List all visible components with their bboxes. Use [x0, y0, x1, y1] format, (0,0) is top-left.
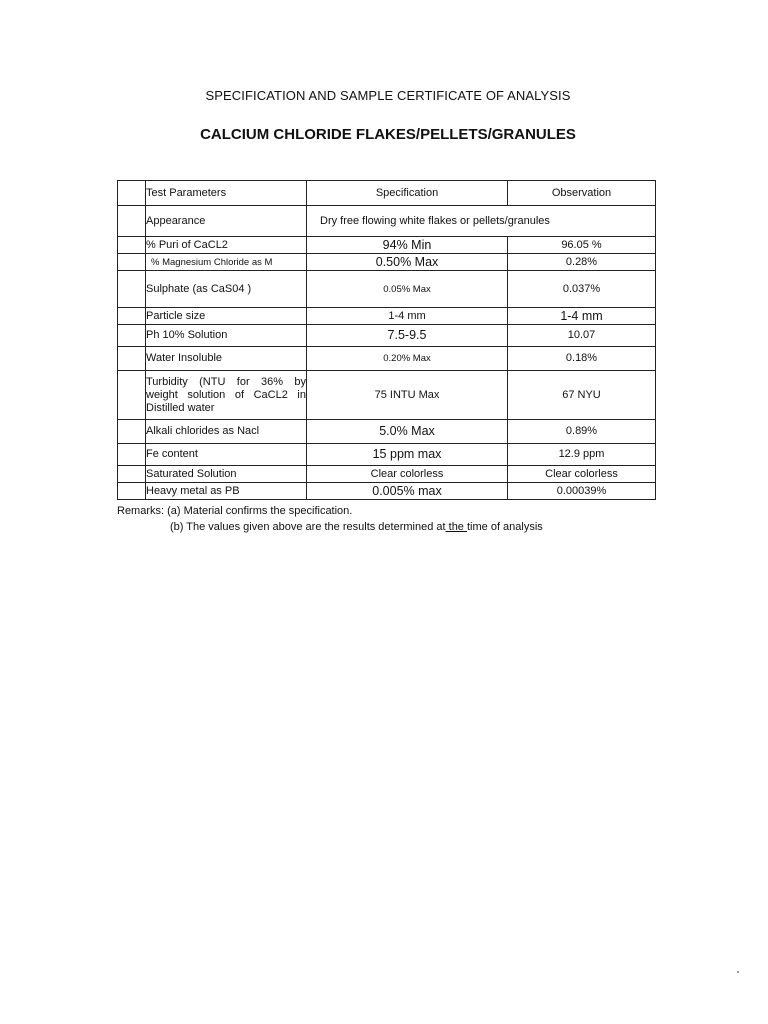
table-row: [118, 371, 656, 420]
row-number-cell: [118, 483, 146, 500]
parameter-cell: Fe content: [146, 444, 307, 466]
table-row: [118, 483, 656, 500]
row-number-cell: [118, 237, 146, 254]
parameter-cell: Water Insoluble: [146, 347, 307, 371]
remark-b-text: (b) The values given above are the results determined at: [170, 521, 446, 533]
observation-cell: 96.05 %: [508, 237, 656, 254]
observation-cell: 0.18%: [508, 347, 656, 371]
table-row: [118, 444, 656, 466]
remarks: [117, 503, 543, 535]
row-number-cell: [118, 420, 146, 444]
specification-cell: 75 INTU Max: [307, 371, 508, 420]
page-mark-dot: [737, 971, 739, 973]
observation-cell: 0.00039%: [508, 483, 656, 500]
table-row: [118, 237, 656, 254]
parameter-cell: Particle size: [146, 308, 307, 325]
specification-table: [117, 180, 656, 500]
specification-cell: 0.005% max: [307, 483, 508, 500]
remark-line-b: [117, 519, 543, 535]
remark-line-a: Remarks: (a) Material confirms the specification.: [117, 505, 353, 517]
document-title: SPECIFICATION AND SAMPLE CERTIFICATE OF ANALYSIS: [205, 88, 571, 103]
table-row: [118, 466, 656, 483]
table-row: [118, 420, 656, 444]
row-number-cell: [118, 181, 146, 206]
table-row-appearance: [118, 206, 656, 237]
observation-cell: 0.89%: [508, 420, 656, 444]
row-number-cell: [118, 206, 146, 237]
header-specification: Specification: [307, 181, 508, 206]
specification-cell: 94% Min: [307, 237, 508, 254]
row-number-cell: [118, 371, 146, 420]
row-number-cell: [118, 271, 146, 308]
row-number-cell: [118, 254, 146, 271]
table-row: [118, 271, 656, 308]
header-test-parameters: Test Parameters: [146, 181, 307, 206]
remark-b-text-end: time of analysis: [466, 521, 543, 533]
remark-b-underlined: the: [445, 521, 467, 533]
table-header-row: [118, 181, 656, 206]
observation-cell: 1-4 mm: [508, 308, 656, 325]
document-subtitle: CALCIUM CHLORIDE FLAKES/PELLETS/GRANULES: [200, 126, 576, 143]
row-number-cell: [118, 308, 146, 325]
table-row: [118, 325, 656, 347]
observation-cell: 10.07: [508, 325, 656, 347]
specification-cell: 5.0% Max: [307, 420, 508, 444]
parameter-cell: Saturated Solution: [146, 466, 307, 483]
header-observation: Observation: [508, 181, 656, 206]
specification-cell: 0.05% Max: [307, 271, 508, 308]
specification-cell: 1-4 mm: [307, 308, 508, 325]
row-number-cell: [118, 347, 146, 371]
observation-cell: Clear colorless: [508, 466, 656, 483]
specification-cell: 7.5-9.5: [307, 325, 508, 347]
parameter-cell: Heavy metal as PB: [146, 483, 307, 500]
appearance-specification-cell: Dry free flowing white flakes or pellets/granules: [307, 206, 656, 237]
parameter-cell: Ph 10% Solution: [146, 325, 307, 347]
parameter-cell: Turbidity (NTU for 36% by weight solution of CaCL2 in Distilled water: [146, 371, 307, 420]
row-number-cell: [118, 466, 146, 483]
parameter-cell: % Magnesium Chloride as M: [146, 254, 307, 271]
specification-cell: 0.50% Max: [307, 254, 508, 271]
row-number-cell: [118, 325, 146, 347]
parameter-cell: Sulphate (as CaS04 ): [146, 271, 307, 308]
table-row: [118, 308, 656, 325]
specification-cell: 0.20% Max: [307, 347, 508, 371]
observation-cell: 67 NYU: [508, 371, 656, 420]
table-row: [118, 347, 656, 371]
observation-cell: 0.28%: [508, 254, 656, 271]
row-number-cell: [118, 444, 146, 466]
observation-cell: 12.9 ppm: [508, 444, 656, 466]
parameter-cell: Alkali chlorides as Nacl: [146, 420, 307, 444]
parameter-cell: % Puri of CaCL2: [146, 237, 307, 254]
table-row: [118, 254, 656, 271]
specification-cell: 15 ppm max: [307, 444, 508, 466]
specification-cell: Clear colorless: [307, 466, 508, 483]
observation-cell: 0.037%: [508, 271, 656, 308]
parameter-cell: Appearance: [146, 206, 307, 237]
